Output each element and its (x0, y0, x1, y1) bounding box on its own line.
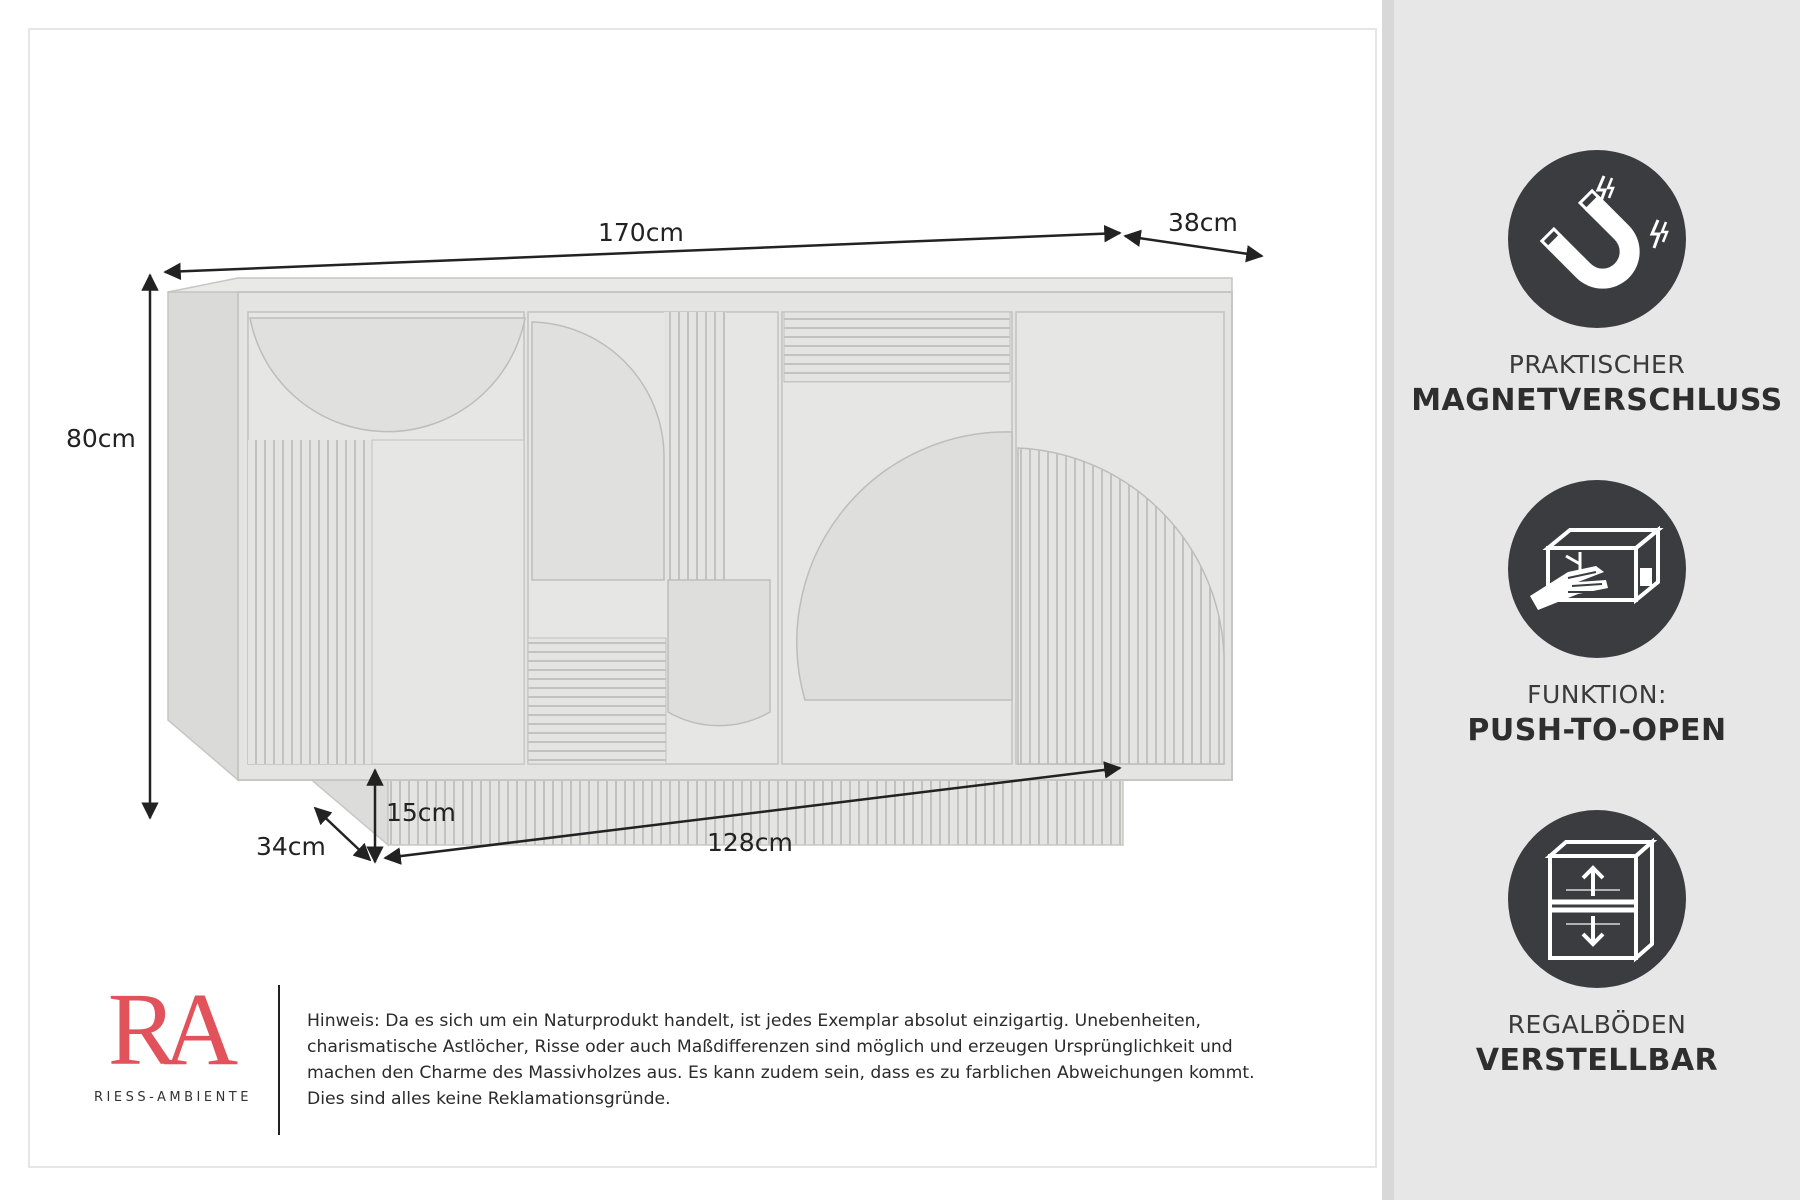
base-height-label: 15cm (386, 798, 456, 827)
note-line: Dies sind alles keine Reklamationsgründe. (307, 1089, 671, 1109)
base-width-label: 128cm (707, 828, 793, 857)
note-line: charismatische Astlöcher, Risse oder auch Maßdifferenzen sind möglich und erzeugen Ursprünglichkeit und (307, 1037, 1233, 1057)
push-to-open-icon (1508, 480, 1686, 658)
magnet-icon (1508, 150, 1686, 328)
panel-divider (1382, 0, 1394, 1200)
door-2 (528, 312, 778, 764)
feature-magnet-line2: MAGNETVERSCHLUSS (1411, 383, 1783, 418)
feature-push-line2: PUSH-TO-OPEN (1467, 713, 1727, 748)
depth-label: 38cm (1168, 208, 1238, 237)
feature-shelves (1394, 810, 1800, 1078)
adjustable-shelf-icon (1508, 810, 1686, 988)
note-line: Hinweis: Da es sich um ein Naturprodukt handelt, ist jedes Exemplar absolut einzigartig. Unebenheiten, (307, 1011, 1201, 1031)
logo-mark: RA (107, 972, 225, 1087)
feature-circle (1508, 480, 1686, 658)
feature-magnet (1394, 150, 1800, 418)
door-1 (248, 312, 525, 764)
brand-logo (78, 972, 268, 1105)
feature-shelves-line2: VERSTELLBAR (1475, 1043, 1719, 1078)
note-line: machen den Charme des Massivholzes aus. Es kann zudem sein, dass es zu farblichen Abweichungen kommt. (307, 1063, 1255, 1083)
feature-push-to-open (1394, 480, 1800, 748)
door-4 (1016, 312, 1224, 764)
door-3 (782, 312, 1012, 764)
feature-magnet-line1: PRAKTISCHER (1508, 350, 1686, 379)
width-label: 170cm (598, 218, 684, 247)
base-depth-label: 34cm (256, 832, 326, 861)
height-label: 80cm (66, 424, 136, 453)
feature-circle (1508, 150, 1686, 328)
disclaimer-note (307, 1008, 1267, 1112)
feature-push-line1: FUNKTION: (1527, 680, 1667, 709)
brand-name: RIESS-AMBIENTE (94, 1090, 252, 1105)
feature-shelves-line1: REGALBÖDEN (1507, 1010, 1687, 1039)
logo-divider (278, 985, 280, 1135)
feature-circle (1508, 810, 1686, 988)
